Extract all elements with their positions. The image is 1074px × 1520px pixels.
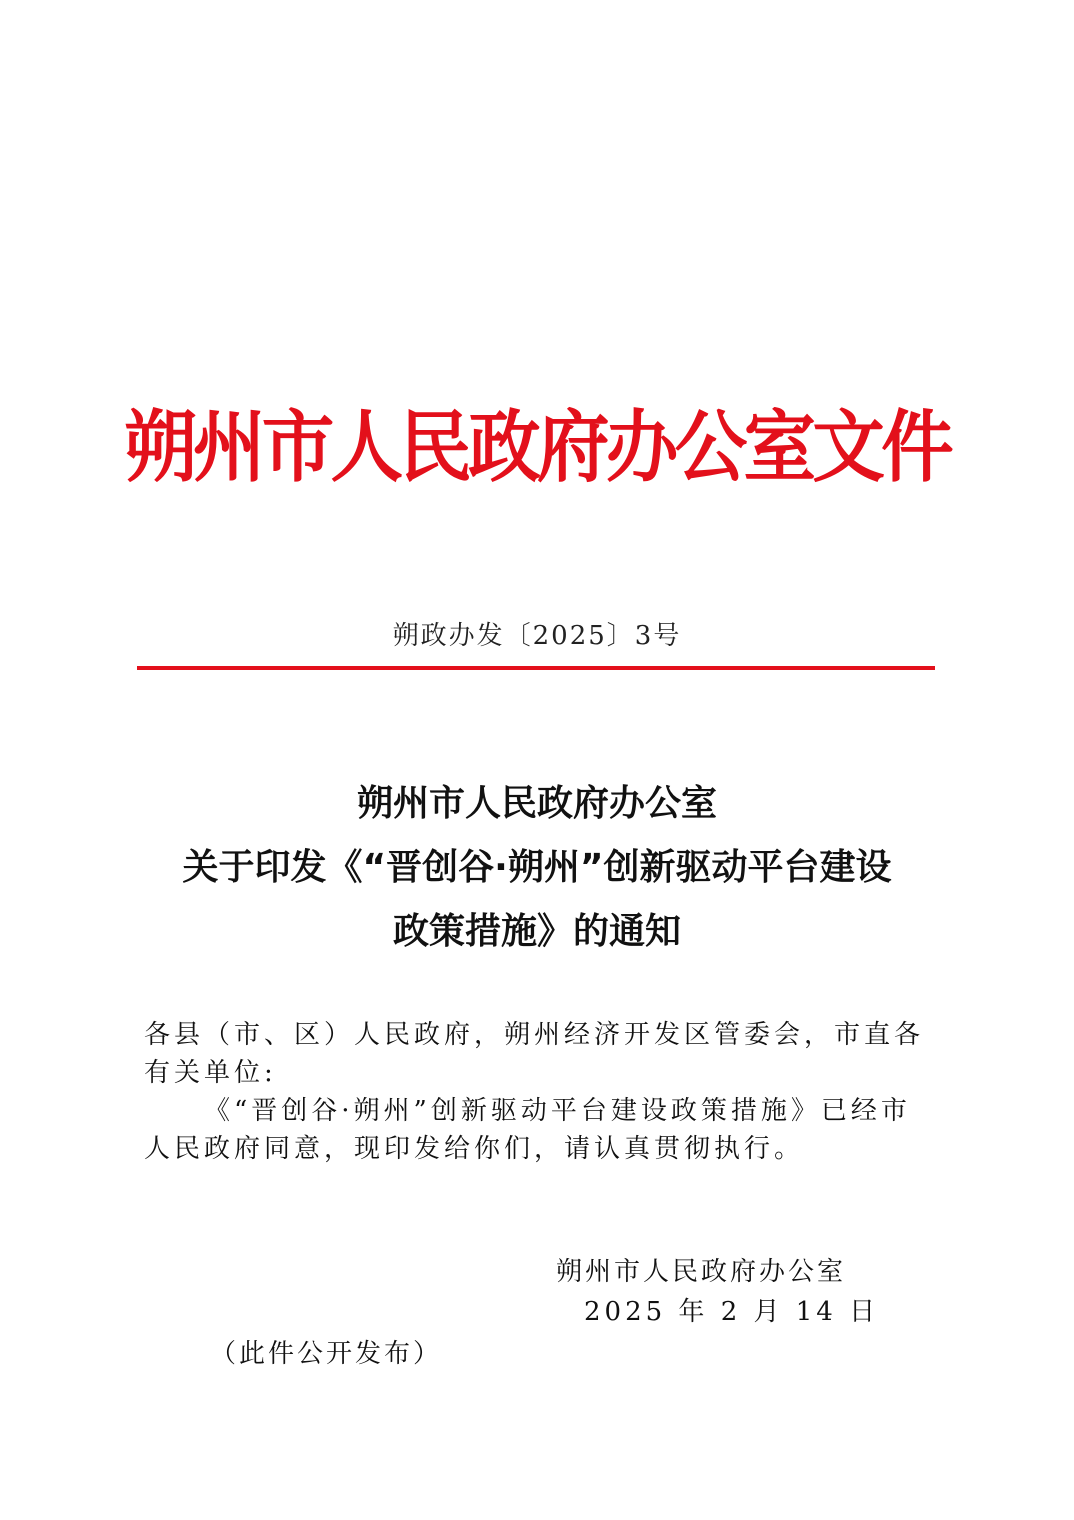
body-paragraph: 《“晋创谷·朔州”创新驱动平台建设政策措施》已经市人民政府同意，现印发给你们，请认真贯彻执行。 [144,1096,911,1164]
title-line-3: 政策措施》的通知 [392,911,681,952]
signature-organization: 朔州市人民政府办公室 [556,1257,847,1287]
red-divider-line [137,666,935,670]
document-title [100,772,974,964]
title-line-1: 朔州市人民政府办公室 [356,783,717,824]
document-number: 朔政办发〔2025〕3号 [392,621,682,651]
public-release-note: （此件公开发布） [210,1339,443,1369]
salutation: 各县（市、区）人民政府，朔州经济开发区管委会，市直各有关单位: [144,1020,925,1088]
document-masthead: 朔州市人民政府办公室文件 [124,403,950,493]
title-line-2: 关于印发《“晋创谷·朔州”创新驱动平台建设 [182,847,892,888]
signature-date: 2025 年 2 月 14 日 [584,1297,880,1327]
